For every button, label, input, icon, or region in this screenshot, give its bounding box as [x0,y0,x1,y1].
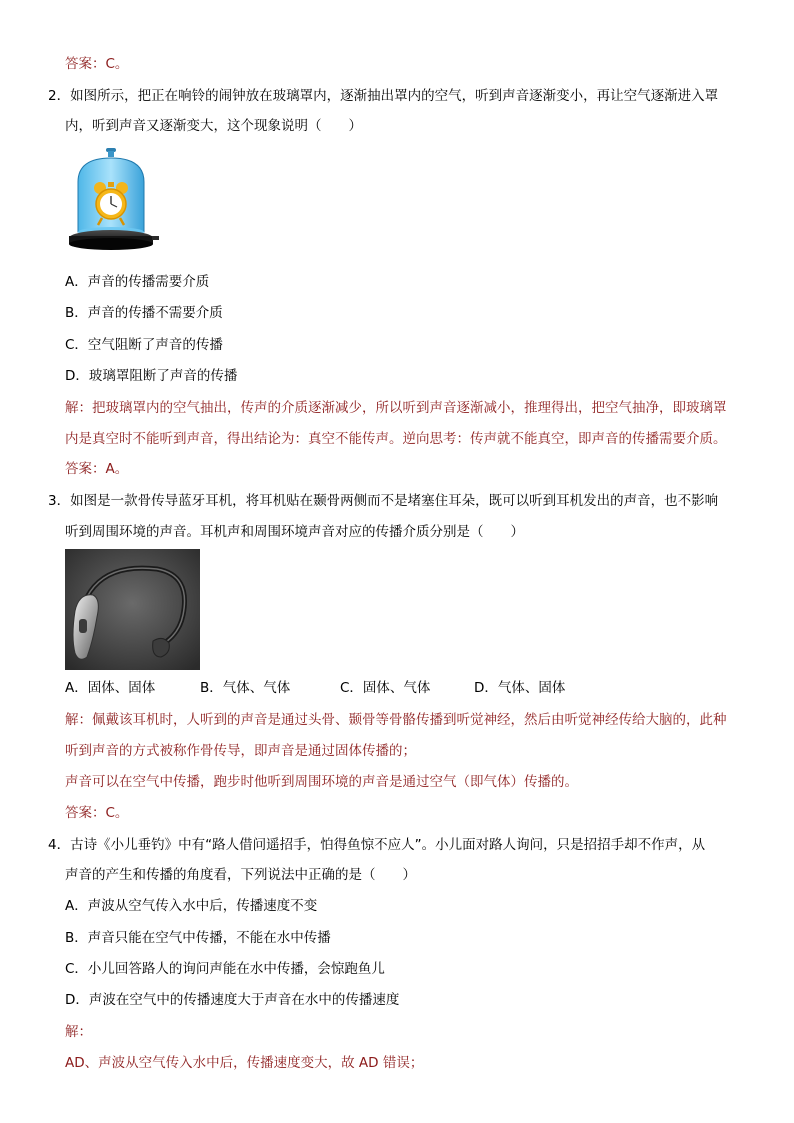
headphones-icon [65,549,200,670]
bell-jar-alarm-clock-figure [64,146,160,254]
q2-option-d: D．玻璃罩阻断了声音的传播 [65,368,238,384]
q4-option-c: C．小儿回答路人的询问声能在水中传播，会惊跑鱼儿 [65,961,385,977]
q4-stem-line-2: 声音的产生和传播的角度看，下列说法中正确的是（ ） [65,867,416,883]
q4-option-b: B．声音只能在空气中传播，不能在水中传播 [65,930,331,946]
q2-solution-line-1: 解：把玻璃罩内的空气抽出，传声的介质逐渐减少，所以听到声音逐渐减小，推理得出，把空气抽净，即玻璃罩 [65,400,727,416]
q4-solution-line-1: AD、声波从空气传入水中后，传播速度变大，故 AD 错误； [65,1055,424,1071]
bone-conduction-headphones-figure [65,549,200,670]
q2-option-c: C．空气阻断了声音的传播 [65,337,223,353]
q3-option-c: C．固体、气体 [340,680,431,696]
q3-option-b: B．气体、气体 [200,680,291,696]
q4-option-a: A．声波从空气传入水中后，传播速度不变 [65,898,318,914]
q2-answer: 答案：A。 [65,461,129,477]
q3-solution-line-2: 听到声音的方式被称作骨传导，即声音是通过固体传播的； [65,743,416,759]
q3-solution-line-1: 解：佩戴该耳机时，人听到的声音是通过头骨、颞骨等骨骼传播到听觉神经，然后由听觉神经传给大脑的，此种 [65,712,727,728]
q3-option-a: A．固体、固体 [65,680,156,696]
q4-stem-line-1: 4．古诗《小儿垂钓》中有“路人借问遥招手，怕得鱼惊不应人”。小儿面对路人询问，只是招招手却不作声，从 [48,837,706,853]
q2-solution-line-2: 内是真空时不能听到声音，得出结论为：真空不能传声。逆向思考：传声就不能真空，即声音的传播需要介质。 [65,431,727,447]
q2-stem-line-2: 内，听到声音又逐渐变大，这个现象说明（ ） [65,118,362,134]
q1-answer: 答案：C。 [65,56,129,72]
q3-solution-line-3: 声音可以在空气中传播，跑步时他听到周围环境的声音是通过空气（即气体）传播的。 [65,774,578,790]
q3-option-d: D．气体、固体 [474,680,566,696]
bell-jar-icon [64,146,160,254]
q3-answer: 答案：C。 [65,805,129,821]
q3-stem-line-1: 3．如图是一款骨传导蓝牙耳机，将耳机贴在颞骨两侧而不是堵塞住耳朵，既可以听到耳机发出的声音，也不影响 [48,493,719,509]
q3-stem-line-2: 听到周围环境的声音。耳机声和周围环境声音对应的传播介质分别是（ ） [65,524,524,540]
q2-option-a: A．声音的传播需要介质 [65,274,210,290]
q4-option-d: D．声波在空气中的传播速度大于声音在水中的传播速度 [65,992,400,1008]
q4-solution-head: 解： [65,1024,92,1040]
q2-option-b: B．声音的传播不需要介质 [65,305,223,321]
q2-stem-line-1: 2．如图所示，把正在响铃的闹钟放在玻璃罩内，逐渐抽出罩内的空气，听到声音逐渐变小，再让空气逐渐进入罩 [48,88,719,104]
